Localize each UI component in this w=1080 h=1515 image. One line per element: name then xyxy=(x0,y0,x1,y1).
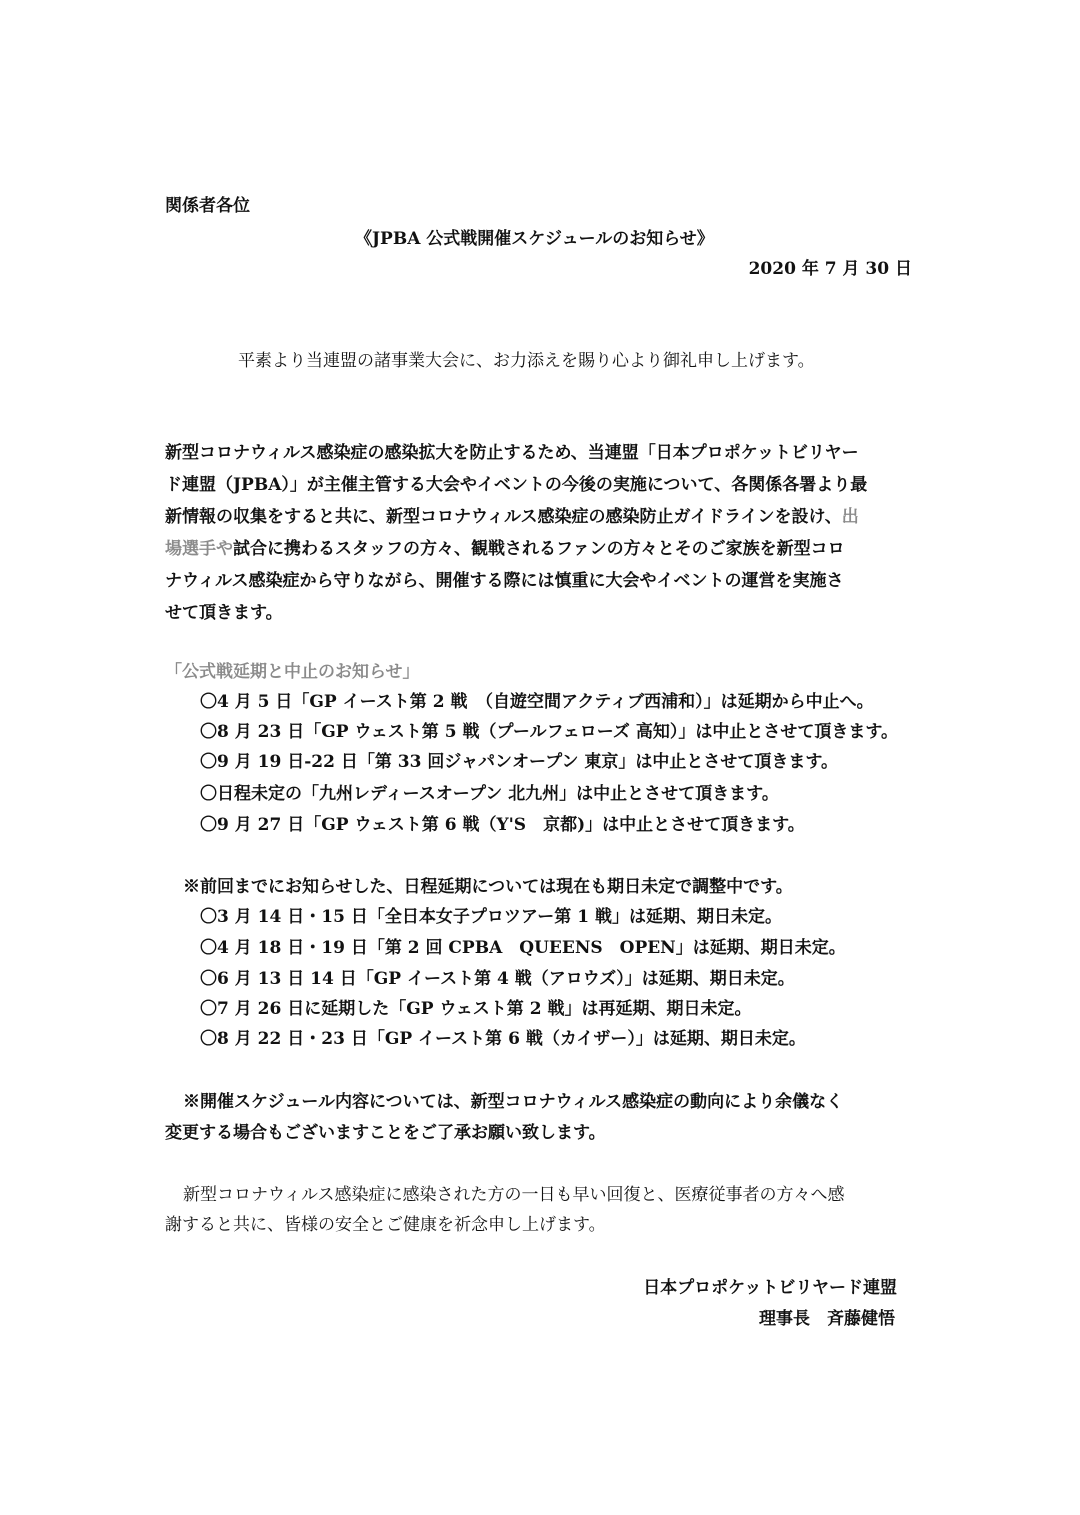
list-item: 〇9 月 27 日「GP ウェスト第 6 戦（Y'S 京都)」は中止とさせて頂きます。 xyxy=(200,815,805,835)
greeting: 平素より当連盟の諸事業大会に、お力添えを賜り心より御礼申し上げます。 xyxy=(238,351,815,371)
signature-person: 理事長 斉藤健悟 xyxy=(759,1309,895,1329)
list-item: 〇4 月 18 日・19 日「第 2 回 CPBA QUEENS OPEN」は延期、期日未定。 xyxy=(200,938,846,958)
document-date: 2020 年 7 月 30 日 xyxy=(748,259,912,279)
postponed-note: ※前回までにお知らせした、日程延期については現在も期日未定で調整中です。 xyxy=(183,877,793,897)
list-item: 〇4 月 5 日「GP イースト第 2 戦 （自遊空間アクティブ西浦和）」は延期から中止へ。 xyxy=(200,692,874,712)
list-item: 〇8 月 22 日・23 日「GP イースト第 6 戦（カイザー）」は延期、期日未定。 xyxy=(200,1029,806,1049)
document-title: 《JPBA 公式戦開催スケジュールのお知らせ》 xyxy=(355,229,714,249)
intro-line: せて頂きます。 xyxy=(165,603,283,623)
section-heading: 「公式戦延期と中止のお知らせ」 xyxy=(165,662,420,682)
intro-text: 新情報の収集をすると共に、新型コロナウィルス感染症の感染防止ガイドラインを設け、 xyxy=(165,507,842,527)
closing-line: 謝すると共に、皆様の安全とご健康を祈念申し上げます。 xyxy=(165,1215,606,1235)
intro-text: 試合に携わるスタッフの方々、観戦されるファンの方々とそのご家族を新型コロ xyxy=(233,539,845,559)
list-item: 〇日程未定の「九州レディースオープン 北九州」は中止とさせて頂きます。 xyxy=(200,784,779,804)
list-item: 〇3 月 14 日・15 日「全日本女子プロツアー第 1 戦」は延期、期日未定。 xyxy=(200,907,782,927)
addressee: 関係者各位 xyxy=(165,196,250,216)
signature-organization: 日本プロポケットビリヤード連盟 xyxy=(643,1278,897,1298)
list-item: 〇6 月 13 日 14 日「GP イースト第 4 戦（アロウズ）」は延期、期日未定。 xyxy=(200,969,795,989)
list-item: 〇8 月 23 日「GP ウェスト第 5 戦（プールフェローズ 高知）」は中止とさせて頂きます。 xyxy=(200,722,898,742)
intro-line xyxy=(165,506,859,528)
intro-line: ナウィルス感染症から守りながら、開催する際には慎重に大会やイベントの運営を実施さ xyxy=(165,571,844,591)
closing-line: 新型コロナウィルス感染症に感染された方の一日も早い回復と、医療従事者の方々へ感 xyxy=(183,1185,845,1205)
intro-text-gray: 場選手や xyxy=(165,539,233,559)
intro-line: ド連盟（JPBA）」が主催主管する大会やイベントの今後の実施について、各関係各署より最 xyxy=(165,475,868,495)
list-item: 〇9 月 19 日-22 日「第 33 回ジャパンオープン 東京」は中止とさせて頂きます。 xyxy=(200,752,839,772)
note-line: ※開催スケジュール内容については、新型コロナウィルス感染症の動向により余儀なく xyxy=(183,1092,844,1112)
intro-text-gray: 出 xyxy=(841,507,859,527)
note-line: 変更する場合もございますことをご了承お願い致します。 xyxy=(165,1123,606,1143)
intro-line: 新型コロナウィルス感染症の感染拡大を防止するため、当連盟「日本プロポケットビリヤー xyxy=(165,443,859,463)
list-item: 〇7 月 26 日に延期した「GP ウェスト第 2 戦」は再延期、期日未定。 xyxy=(200,999,752,1019)
intro-line xyxy=(165,538,845,560)
